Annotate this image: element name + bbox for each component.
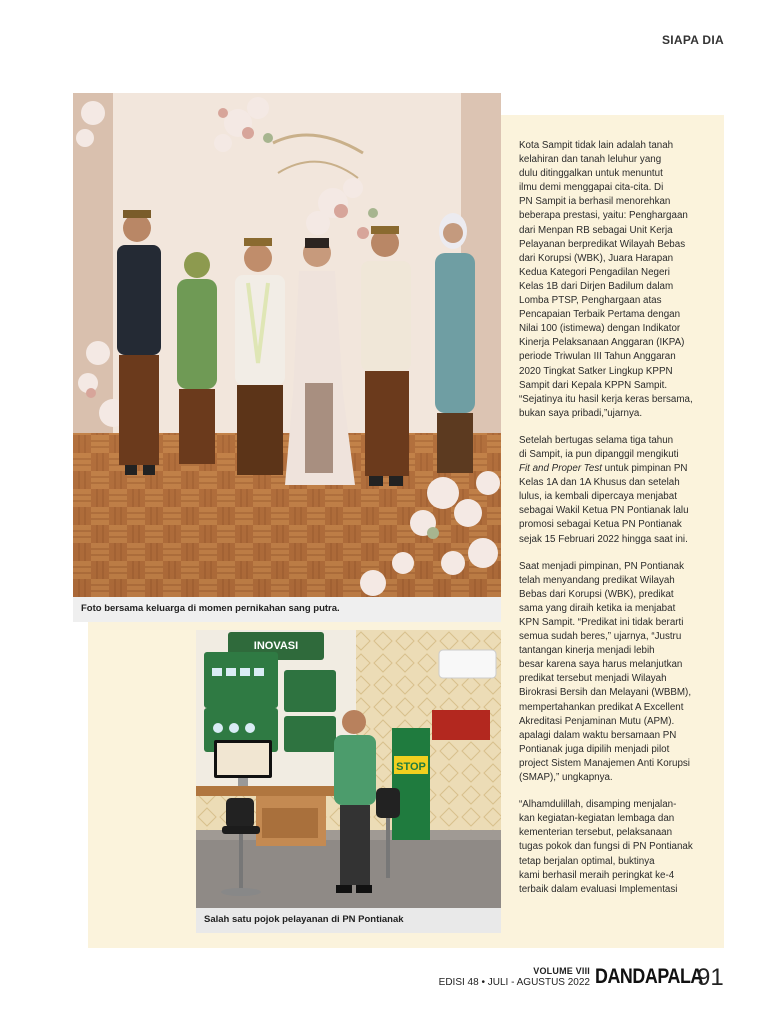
section-label: SIAPA DIA [661,33,724,47]
magazine-title: DANDAPALA [595,965,703,988]
volume-label: VOLUME VIII [533,966,590,976]
italic-phrase: Fit and Proper Test [519,463,602,475]
article-paragraph: Saat menjadi pimpinan, PN Pontianak telah menyandang predikat Wilayah Bebas dari Korupsi (WBK), predikat sama yang diraih ketika ia menjabat KPN Sampit. “Predikat ini tidak berarti semua sudah beres,” ujarnya, “Justru tantangan kinerja menjadi lebih besar karena saya harus melanjutkan predikat tersebut menjadi Wilayah Birokrasi Bersih dan Melayani (WBBM), mempertahankan predikat A Excellent Akreditasi Penjaminan Mutu (APM). apalagi dalam waktu bersamaan PN Pontianak juga dipilih menjadi pilot project Sistem Manajemen Anti Korupsi (SMAP),” ungkapnya. [519,560,692,784]
footer-meta [439,966,590,988]
stop-banner-text: STOP [396,761,426,773]
photo-caption: Foto bersama keluarga di momen pernikahan sang putra. [73,597,501,622]
article-paragraph: Setelah bertugas selama tiga tahun di Sampit, ia pun dipanggil mengikuti Fit and Proper Test untuk pimpinan PN Kelas 1A dan 1A Khusus dan setelah lulus, ia kembali dipercaya menjabat sebagai Wakil Ketua PN Pontianak lalu promosi sebagai Ketua PN Pontianak sejak 15 Februari 2022 hingga saat ini. [519,434,689,545]
photo-caption: Salah satu pojok pelayanan di PN Pontianak [196,908,501,933]
inovasi-sign-text: INOVASI [253,640,299,652]
page-number: 91 [697,964,724,991]
service-corner-photo [196,630,501,908]
edition-label: EDISI 48 • JULI - AGUSTUS 2022 [438,977,590,988]
wedding-family-photo [73,93,501,597]
article-paragraph: “Alhamdulillah, disamping menjalan- kan kegiatan-kegiatan lembaga dan kementerian tersebut, pelaksanaan tugas pokok dan fungsi di PN Pontianak tetap berjalan optimal, buktinya kami berhasil meraih peringkat ke-4 terbaik dalam evaluasi Implementasi [519,799,693,895]
article-paragraph: Kota Sampit tidak lain adalah tanah kelahiran dan tanah leluhur yang dulu ditinggalkan untuk menuntut ilmu demi menggapai cita-cita. Di PN Sampit ia berhasil menorehkan beberapa prestasi, yaitu: Penghargaan dari Menpan RB sebagai Unit Kerja Pelayanan berpredikat Wilayah Bebas dari Korupsi (WBK), Juara Harapan Kedua Kategori Pengadilan Negeri Kelas 1B dari Dirjen Badilum dalam Lomba PTSP, Penghargaan atas Pencapaian Terbaik Pertama dengan Nilai 100 (istimewa) dengan Indikator Kinerja Pelaksanaan Anggaran (IKPA) periode Triwulan III Tahun Anggaran 2020 Tingkat Satker Lingkup KPPN Sampit dari Kepala KPPN Sampit. “Sejatinya itu hasil kerja keras bersama, bukan saya pribadi,”ujarnya. [519,140,693,419]
article-body [519,139,719,910]
